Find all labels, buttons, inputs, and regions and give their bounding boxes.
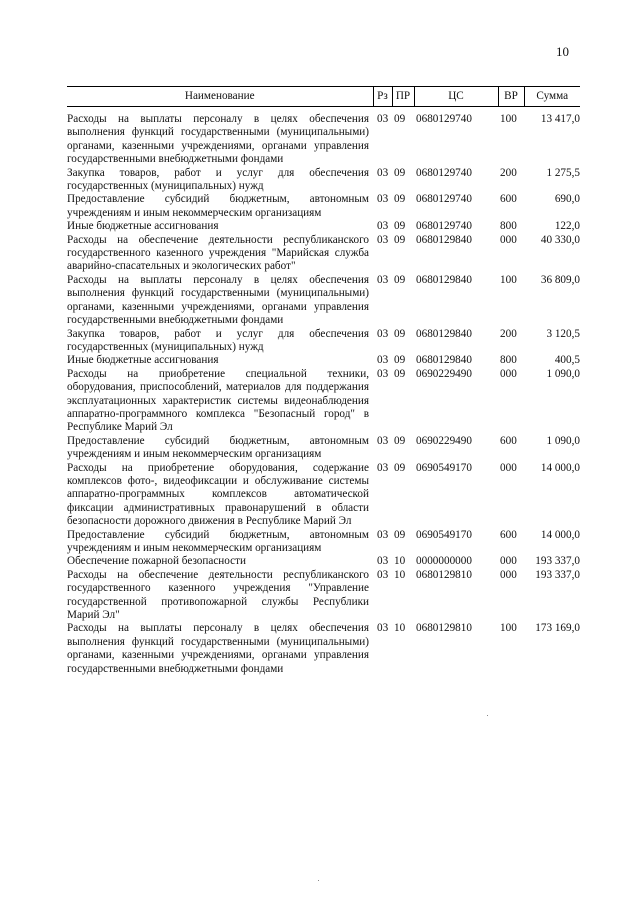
header-rz: Рз (373, 87, 392, 107)
cell-cs: 0690229490 (416, 367, 472, 380)
table-row (67, 368, 580, 435)
cell-sum: 14 000,0 (540, 528, 580, 541)
cell-pr: 09 (394, 528, 406, 541)
cell-pr: 10 (394, 568, 406, 581)
cell-name: Иные бюджетные ассигнования (67, 354, 219, 367)
table-row (67, 193, 580, 220)
cell-vr: 100 (500, 622, 517, 635)
cell-pr: 09 (394, 193, 406, 206)
cell-cs: 0680129810 (416, 568, 472, 581)
table-row (67, 435, 580, 462)
cell-pr: 09 (394, 434, 406, 447)
cell-rz: 03 (377, 354, 389, 367)
cell-cs: 0680129740 (416, 220, 472, 233)
cell-name: Расходы на обеспечение деятельности республиканского государственного казенного учреждения "Марийская служба аварийно-спасательных и экологических работ" (67, 233, 369, 273)
cell-cs: 0690549170 (416, 528, 472, 541)
cell-vr: 600 (500, 528, 517, 541)
cell-rz: 03 (377, 568, 389, 581)
cell-pr: 09 (394, 220, 406, 233)
cell-rz: 03 (377, 528, 389, 541)
cell-vr: 100 (500, 113, 517, 125)
header-sum: Сумма (524, 87, 580, 107)
cell-sum: 1 090,0 (546, 434, 580, 447)
table-row (67, 569, 580, 623)
cell-vr: 000 (500, 461, 517, 474)
cell-cs: 0680129840 (416, 233, 472, 246)
cell-pr: 10 (394, 622, 406, 635)
cell-vr: 000 (500, 233, 517, 246)
cell-rz: 03 (377, 434, 389, 447)
cell-rz: 03 (377, 193, 389, 206)
cell-cs: 0680129840 (416, 354, 472, 367)
cell-pr: 09 (394, 113, 406, 125)
cell-pr: 10 (394, 555, 406, 568)
cell-cs: 0680129740 (416, 193, 472, 206)
cell-vr: 600 (500, 434, 517, 447)
cell-cs: 0690229490 (416, 434, 472, 447)
cell-sum: 14 000,0 (540, 461, 580, 474)
table-row (67, 167, 580, 194)
table-row (67, 234, 580, 274)
cell-name: Предоставление субсидий бюджетным, автономным учреждениям и иным некоммерческим организациям (67, 434, 369, 461)
header-name: Наименование (67, 87, 373, 107)
cell-vr: 200 (500, 166, 517, 179)
cell-sum: 690,0 (554, 193, 580, 206)
cell-sum: 13 417,0 (540, 113, 580, 125)
cell-rz: 03 (377, 166, 389, 179)
cell-rz: 03 (377, 622, 389, 635)
cell-pr: 09 (394, 166, 406, 179)
cell-rz: 03 (377, 220, 389, 233)
cell-name: Закупка товаров, работ и услуг для обеспечения государственных (муниципальных) нужд (67, 166, 369, 193)
cell-name: Предоставление субсидий бюджетным, автономным учреждениям и иным некоммерческим организациям (67, 193, 369, 219)
header-vr: ВР (498, 87, 524, 107)
cell-vr: 000 (500, 555, 517, 568)
cell-name: Расходы на выплаты персоналу в целях обеспечения выполнения функций государственными (муниципальными) органами, казенными учреждениями, органами управления государственными внебюджетными фондами (67, 113, 369, 166)
cell-name: Расходы на приобретение оборудования, содержание комплексов фото-, видеофиксации и обслуживание системы аппаратно-программных комплексов автоматической фиксации административных правонарушений в области безопасности дорожного движения в Республике Марий Эл (67, 461, 369, 528)
header-cs: ЦС (414, 87, 498, 107)
cell-rz: 03 (377, 367, 389, 380)
cell-sum: 122,0 (554, 220, 580, 233)
cell-cs: 0680129840 (416, 273, 472, 286)
page-number: 10 (556, 44, 569, 59)
cell-pr: 09 (394, 327, 406, 340)
cell-name: Расходы на выплаты персоналу в целях обеспечения выполнения функций государственными (муниципальными) органами, казенными учреждениями, органами управления государственными внебюджетными фондами (67, 622, 369, 675)
cell-sum: 400,5 (554, 354, 580, 367)
cell-name: Предоставление субсидий бюджетным, автономным учреждениям и иным некоммерческим организациям (67, 528, 369, 554)
cell-sum: 1 275,5 (546, 166, 580, 179)
cell-name: Расходы на обеспечение деятельности республиканского государственного казенного учреждения "Управление государственной противопожарной службы Республики Марий Эл" (67, 568, 369, 622)
cell-cs: 0680129740 (416, 166, 472, 179)
cell-rz: 03 (377, 113, 389, 125)
cell-pr: 09 (394, 273, 406, 286)
cell-sum: 40 330,0 (540, 233, 580, 246)
cell-name: Иные бюджетные ассигнования (67, 220, 219, 233)
cell-cs: 0000000000 (416, 555, 472, 568)
cell-vr: 000 (500, 367, 517, 380)
header-pr: ПР (392, 87, 414, 107)
cell-cs: 0690549170 (416, 461, 472, 474)
cell-sum: 193 337,0 (535, 568, 580, 581)
table-row (67, 107, 580, 167)
cell-cs: 0680129840 (416, 327, 472, 340)
cell-sum: 1 090,0 (546, 367, 580, 380)
cell-sum: 36 809,0 (540, 273, 580, 286)
cell-vr: 200 (500, 327, 517, 340)
cell-vr: 800 (500, 220, 517, 233)
cell-name: Расходы на приобретение специальной техники, оборудования, приспособлений, материалов для поддержания эксплуатационных характеристик системы видеонаблюдения аппаратно-программного комплекса "Безопасный город" в Республике Марий Эл (67, 367, 369, 434)
table-row (67, 274, 580, 328)
table-row (67, 555, 580, 568)
table-header-row (67, 87, 580, 107)
budget-table (67, 86, 580, 676)
cell-rz: 03 (377, 273, 389, 286)
cell-cs: 0680129810 (416, 622, 472, 635)
table-row (67, 328, 580, 355)
cell-vr: 600 (500, 193, 517, 206)
cell-rz: 03 (377, 555, 389, 568)
cell-sum: 173 169,0 (535, 622, 580, 635)
cell-name: Расходы на выплаты персоналу в целях обеспечения выполнения функций государственными (муниципальными) органами, казенными учреждениями, органами управления государственными внебюджетными фондами (67, 273, 369, 327)
scan-speck (318, 880, 319, 881)
cell-sum: 3 120,5 (546, 327, 580, 340)
scan-speck (487, 715, 488, 716)
cell-pr: 09 (394, 367, 406, 380)
table-row (67, 622, 580, 676)
cell-name: Закупка товаров, работ и услуг для обеспечения государственных (муниципальных) нужд (67, 327, 369, 353)
cell-sum: 193 337,0 (535, 555, 580, 568)
cell-cs: 0680129740 (416, 113, 472, 125)
cell-vr: 800 (500, 354, 517, 367)
cell-pr: 09 (394, 461, 406, 474)
cell-rz: 03 (377, 461, 389, 474)
cell-vr: 100 (500, 273, 517, 286)
cell-rz: 03 (377, 233, 389, 246)
cell-name: Обеспечение пожарной безопасности (67, 555, 247, 568)
table-row (67, 220, 580, 233)
table-row (67, 529, 580, 556)
table-row (67, 354, 580, 367)
cell-vr: 000 (500, 568, 517, 581)
cell-pr: 09 (394, 354, 406, 367)
cell-rz: 03 (377, 327, 389, 340)
cell-pr: 09 (394, 233, 406, 246)
table-row (67, 462, 580, 529)
